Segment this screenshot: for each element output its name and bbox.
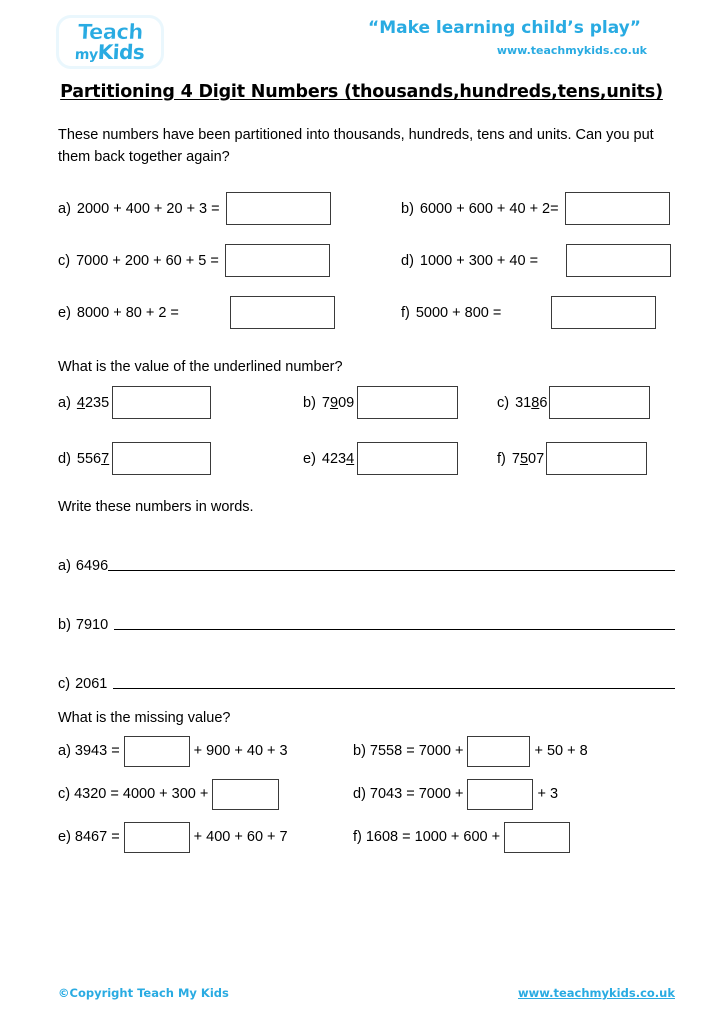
value-question-c (497, 386, 650, 419)
value-f-label: f) (497, 450, 506, 467)
missing-question-b (353, 736, 588, 767)
value-f-number (512, 451, 544, 467)
value-answer-box-f[interactable] (546, 442, 647, 475)
logo-text-teach: Teach (76, 20, 144, 44)
header-tagline-block (330, 18, 679, 57)
missing-e-post: + 400 + 60 + 7 (193, 829, 288, 846)
value-answer-box-a[interactable] (112, 386, 211, 419)
page-title (0, 82, 723, 102)
question-d (401, 244, 671, 277)
value-c-underlined-digit: 8 (531, 394, 540, 411)
value-b-number (322, 395, 354, 411)
missing-c-pre: 4320 = 4000 + 300 + (74, 786, 209, 803)
words-b-number: 7910 (75, 616, 109, 633)
question-c (58, 244, 401, 277)
section4-heading: What is the missing value? (58, 709, 231, 726)
footer-website-link[interactable]: www.teachmykids.co.uk (517, 986, 675, 1000)
missing-a-label: a) (58, 743, 71, 760)
words-c-number: 2061 (75, 675, 108, 692)
missing-question-c (58, 779, 353, 810)
value-b-underlined-digit: 9 (329, 394, 339, 411)
missing-question-a (58, 736, 353, 767)
missing-question-f (353, 822, 574, 853)
answer-box-d[interactable] (566, 244, 671, 277)
question-e-label: e) (58, 304, 71, 321)
page-title-text: Partitioning 4 Digit Numbers (thousands,hundreds,tens,units) (60, 82, 663, 102)
value-f-post: 07 (528, 450, 545, 467)
value-question-d (58, 442, 303, 475)
missing-row (58, 816, 675, 859)
question-b-label: b) (401, 200, 414, 217)
words-row (58, 515, 675, 574)
value-e-label: e) (303, 450, 316, 467)
missing-answer-box-c[interactable] (212, 779, 279, 810)
value-question-b (303, 386, 497, 419)
missing-f-label: f) (353, 829, 362, 846)
question-f-label: f) (401, 304, 410, 321)
value-f-pre: 7 (511, 450, 520, 467)
section3-heading: Write these numbers in words. (58, 498, 254, 515)
missing-a-pre: 3943 = (74, 743, 120, 760)
answer-box-c[interactable] (225, 244, 330, 277)
question-a (58, 192, 401, 225)
missing-row (58, 730, 675, 773)
missing-e-pre: 8467 = (74, 829, 120, 846)
question-b-expression: 6000 + 600 + 40 + 2= (419, 200, 559, 217)
value-c-number (515, 395, 547, 411)
value-d-pre: 556 (76, 450, 102, 467)
value-row (58, 375, 675, 431)
value-e-underlined-digit: 4 (346, 450, 355, 467)
partition-row (58, 183, 675, 235)
question-d-expression: 1000 + 300 + 40 = (419, 252, 539, 269)
missing-b-post: + 50 + 8 (534, 743, 588, 760)
missing-e-label: e) (58, 829, 71, 846)
question-a-label: a) (58, 200, 71, 217)
words-a-number: 6496 (75, 557, 109, 574)
missing-answer-box-a[interactable] (124, 736, 190, 767)
words-row (58, 633, 675, 692)
value-e-pre: 423 (321, 450, 347, 467)
missing-question-d (353, 779, 558, 810)
missing-answer-box-b[interactable] (467, 736, 530, 767)
value-question-f (497, 442, 647, 475)
value-f-underlined-digit: 5 (519, 450, 529, 467)
words-answer-line-c[interactable] (113, 688, 675, 689)
partition-row (58, 287, 675, 339)
missing-b-label: b) (353, 743, 366, 760)
value-a-underlined-digit: 4 (76, 394, 85, 411)
answer-box-b[interactable] (565, 192, 670, 225)
question-d-label: d) (401, 252, 414, 269)
value-a-number (77, 395, 109, 411)
value-d-number (77, 451, 109, 467)
answer-box-a[interactable] (226, 192, 331, 225)
footer-copyright: ©Copyright Teach My Kids (58, 986, 229, 1000)
answer-box-e[interactable] (230, 296, 335, 329)
words-a-label: a) (58, 557, 71, 574)
question-f-expression: 5000 + 800 = (415, 304, 502, 321)
value-answer-box-d[interactable] (112, 442, 211, 475)
value-answer-box-b[interactable] (357, 386, 458, 419)
page-header (0, 0, 723, 78)
value-d-label: d) (58, 450, 71, 467)
teach-my-kids-logo (54, 14, 166, 70)
missing-a-post: + 900 + 40 + 3 (193, 743, 288, 760)
missing-question-e (58, 822, 353, 853)
question-c-expression: 7000 + 200 + 60 + 5 = (76, 252, 219, 269)
value-answer-box-e[interactable] (357, 442, 458, 475)
section2-heading: What is the value of the underlined number? (58, 358, 343, 375)
missing-f-pre: 1608 = 1000 + 600 + (365, 829, 501, 846)
value-b-label: b) (303, 394, 316, 411)
value-answer-box-c[interactable] (549, 386, 650, 419)
partition-row (58, 235, 675, 287)
value-b-pre: 7 (321, 394, 330, 411)
value-b-post: 09 (338, 394, 355, 411)
question-f (401, 296, 656, 329)
worksheet-intro: These numbers have been partitioned into thousands, hundreds, tens and units. Can you put them back together again? (58, 127, 654, 166)
missing-answer-box-f[interactable] (504, 822, 570, 853)
value-row (58, 431, 675, 487)
question-c-label: c) (58, 252, 71, 269)
logo-text-my: my (74, 47, 99, 63)
missing-c-label: c) (58, 786, 71, 803)
words-c-label: c) (58, 675, 71, 692)
missing-row (58, 773, 675, 816)
value-a-label: a) (58, 394, 71, 411)
question-e-expression: 8000 + 80 + 2 = (76, 304, 179, 321)
words-row (58, 574, 675, 633)
value-a-post: 235 (84, 394, 110, 411)
value-question-a (58, 386, 303, 419)
question-b (401, 192, 670, 225)
tagline-text: “Make learning child’s play” (368, 18, 641, 38)
question-e (58, 296, 401, 329)
value-d-underlined-digit: 7 (101, 450, 110, 467)
value-c-pre: 31 (515, 394, 532, 411)
section-numbers-in-words (58, 499, 675, 692)
logo-badge (56, 15, 164, 69)
question-a-expression: 2000 + 400 + 20 + 3 = (76, 200, 220, 217)
section-missing-value (58, 710, 675, 859)
value-question-e (303, 442, 497, 475)
worksheet-body (0, 124, 723, 859)
missing-answer-box-e[interactable] (124, 822, 190, 853)
missing-b-pre: 7558 = 7000 + (369, 743, 464, 760)
words-b-label: b) (58, 616, 71, 633)
value-e-number (322, 451, 354, 467)
missing-d-label: d) (353, 786, 366, 803)
missing-d-pre: 7043 = 7000 + (369, 786, 464, 803)
missing-d-post: + 3 (537, 786, 559, 803)
section-partition (58, 183, 675, 339)
value-c-post: 6 (539, 394, 548, 411)
words-answer-line-a[interactable] (108, 570, 675, 571)
words-answer-line-b[interactable] (114, 629, 675, 630)
missing-answer-box-d[interactable] (467, 779, 533, 810)
page-footer (58, 986, 675, 1000)
value-c-label: c) (497, 394, 510, 411)
section-underlined-value (58, 359, 675, 487)
logo-text-mykids (75, 42, 145, 62)
header-website-url: www.teachmykids.co.uk (496, 44, 647, 57)
answer-box-f[interactable] (551, 296, 656, 329)
logo-text-kids: Kids (97, 40, 146, 64)
